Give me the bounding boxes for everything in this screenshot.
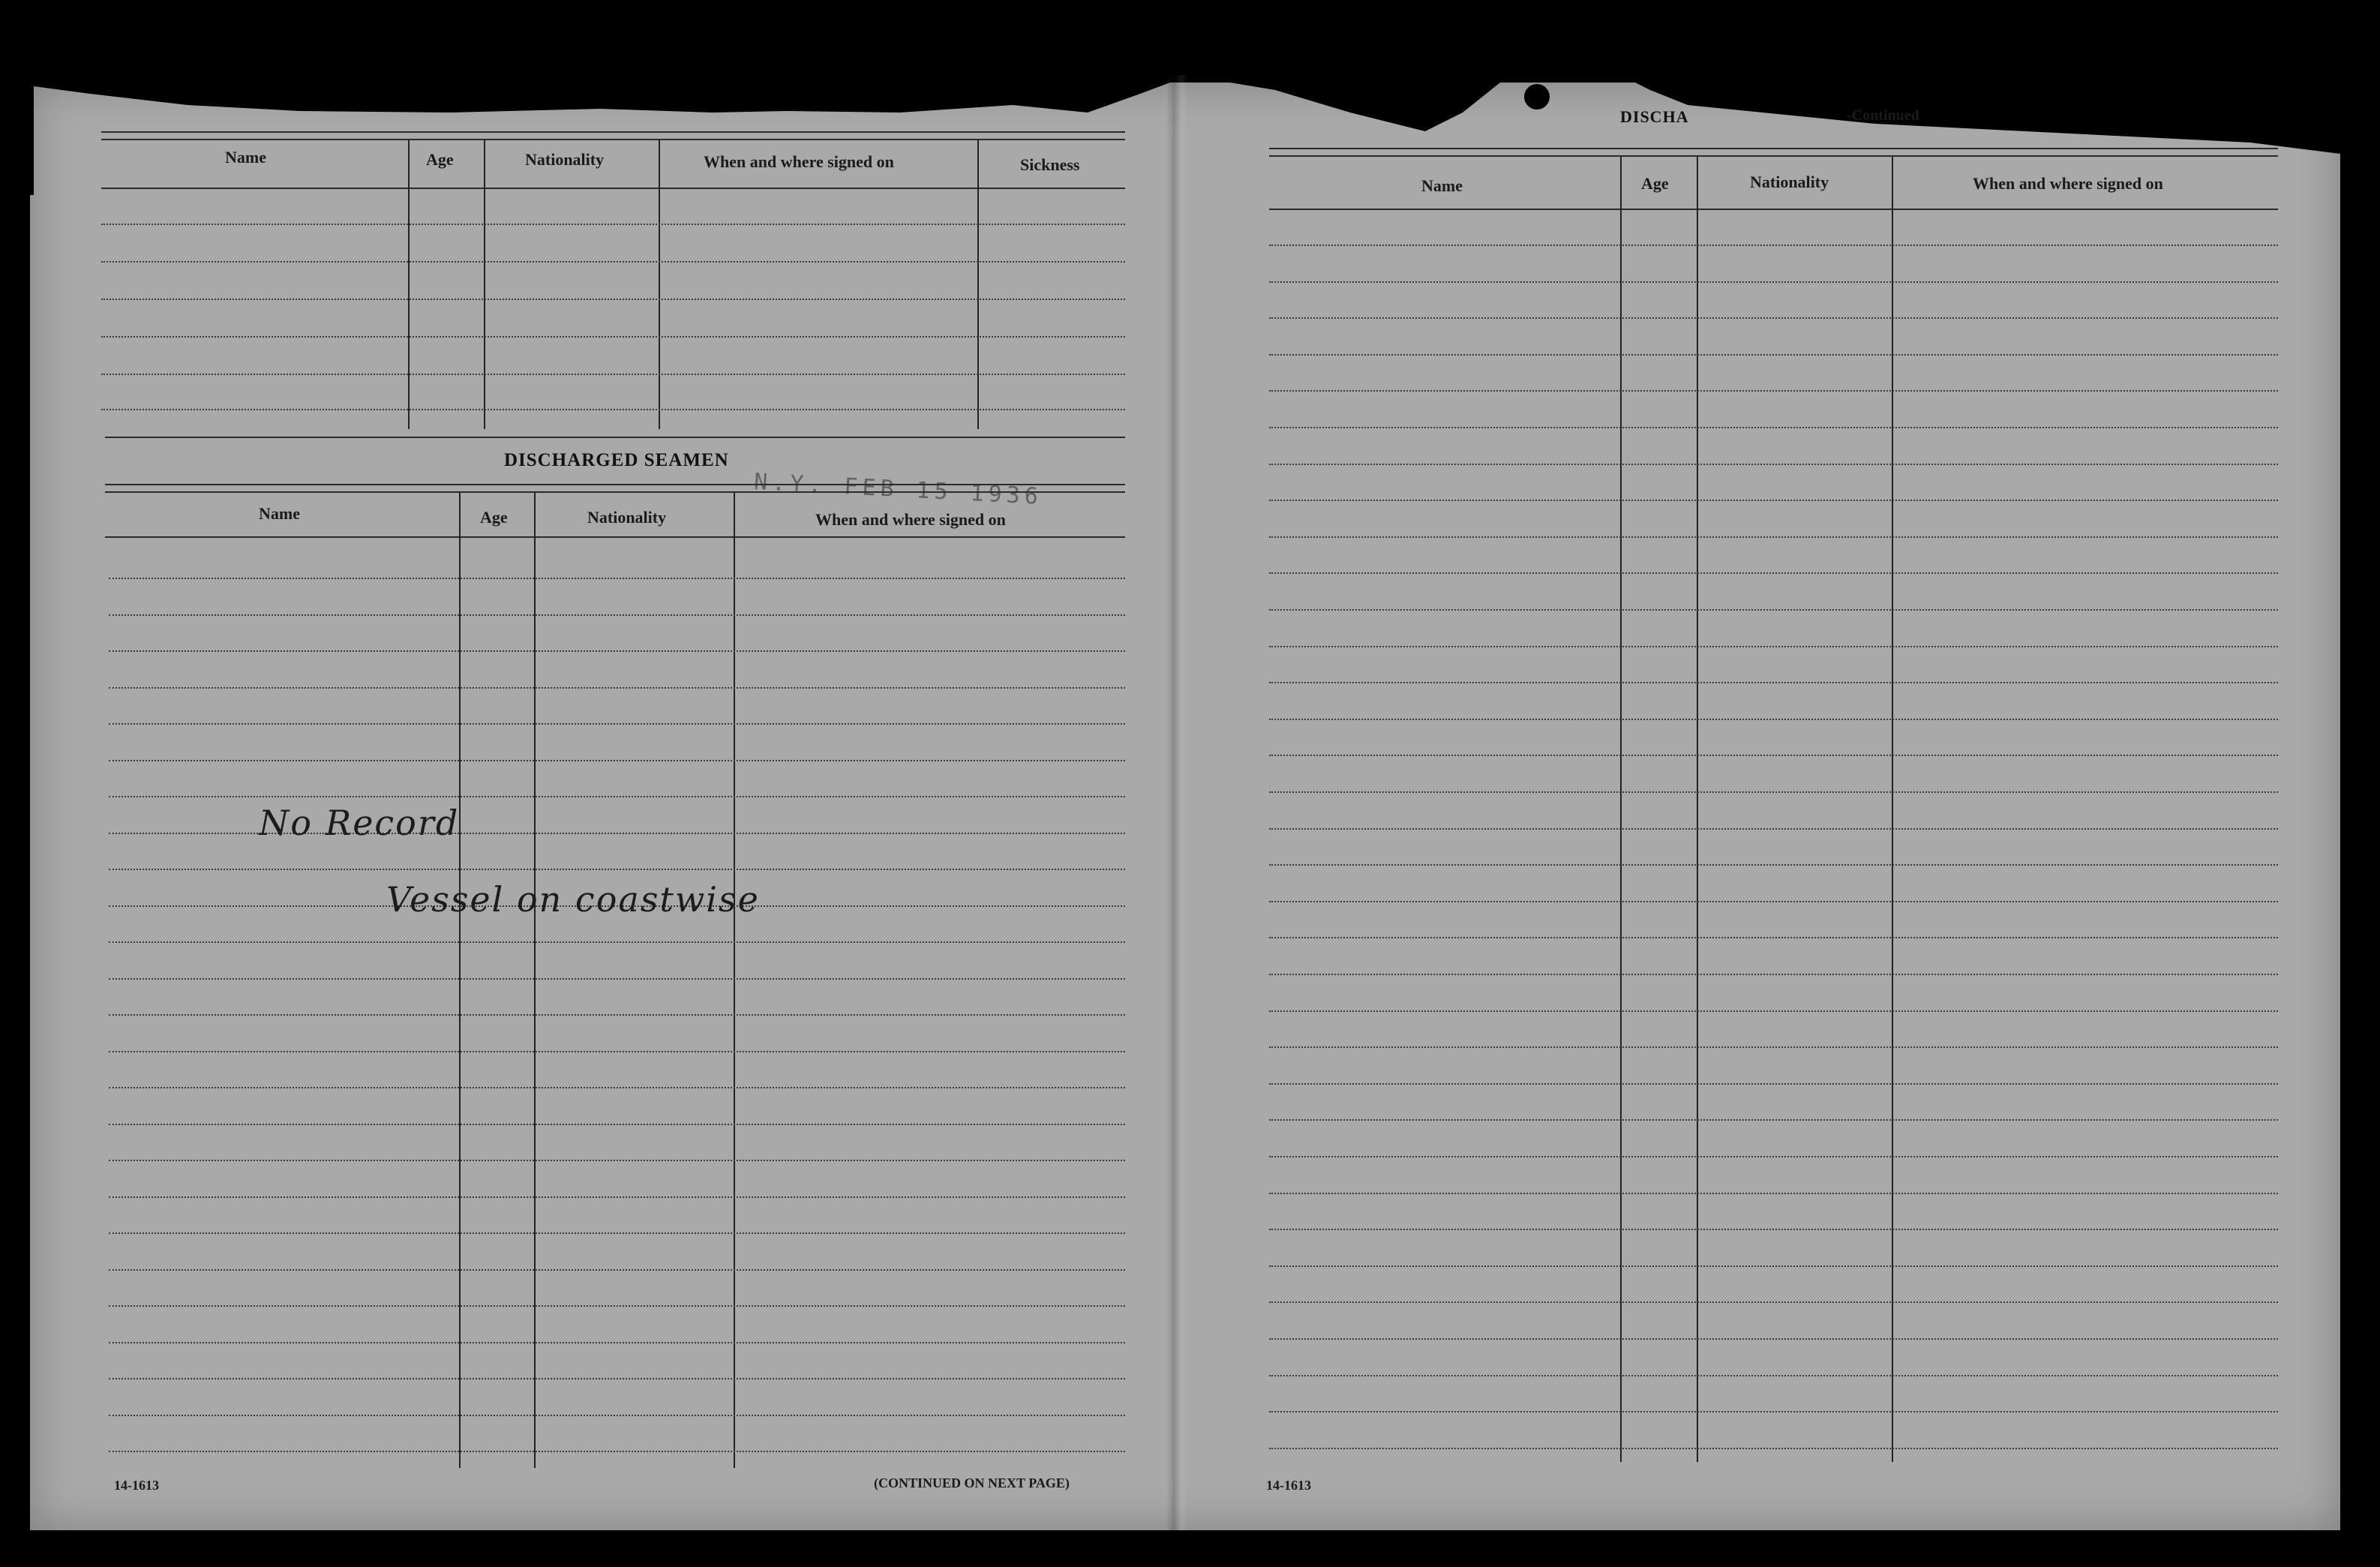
continued-note: (CONTINUED ON NEXT PAGE) (874, 1475, 1070, 1490)
entry-row (109, 796, 1125, 797)
entry-row (1269, 317, 2278, 319)
entry-row (109, 941, 1125, 943)
entry-row (109, 1415, 1125, 1416)
entry-row (1269, 500, 2278, 501)
col-header-signed-on: When and where signed on (704, 152, 894, 171)
col-header-nationality: Nationality (1750, 173, 1829, 191)
col-header-sickness: Sickness (1020, 155, 1080, 174)
entry-row (109, 723, 1125, 725)
entry-row (1269, 281, 2278, 283)
handwritten-note: Vessel on coastwise (386, 879, 760, 920)
entry-row (1269, 937, 2278, 938)
entry-row (109, 1124, 1125, 1125)
right-title-fragment: DISCHA (1620, 107, 1689, 126)
entry-row (109, 1305, 1125, 1307)
header-underline (105, 536, 1125, 538)
rule (101, 139, 1125, 140)
entry-row (109, 760, 1125, 761)
form-number: 14-1613 (114, 1478, 159, 1493)
entry-row (109, 650, 1125, 652)
entry-row (109, 1342, 1125, 1343)
entry-row (1269, 1010, 2278, 1012)
col-header-age: Age (426, 150, 454, 169)
entry-row (1269, 791, 2278, 793)
entry-row (1269, 719, 2278, 720)
entry-row (101, 374, 1125, 375)
entry-row (1269, 1119, 2278, 1121)
entry-row (1269, 245, 2278, 246)
entry-row (109, 869, 1125, 870)
rule (1269, 148, 2278, 149)
entry-row (101, 409, 1125, 410)
entry-row (1269, 464, 2278, 465)
col-divider (659, 140, 660, 429)
rule (105, 491, 1125, 493)
rule (1269, 155, 2278, 157)
entry-row (1269, 1375, 2278, 1376)
col-header-signed-on: When and where signed on (815, 510, 1006, 529)
entry-row (109, 1451, 1125, 1452)
entry-row (1269, 646, 2278, 647)
entry-row (1269, 572, 2278, 574)
entry-row (1269, 755, 2278, 756)
col-header-age: Age (1641, 174, 1669, 193)
entry-row (1269, 609, 2278, 611)
rule (105, 437, 1125, 438)
entry-row (1269, 354, 2278, 356)
entry-row (1269, 1193, 2278, 1194)
torn-top-edge (0, 0, 2380, 195)
entry-row (109, 614, 1125, 616)
entry-row (109, 1051, 1125, 1052)
entry-row (109, 1378, 1125, 1379)
entry-row (101, 224, 1125, 225)
entry-row (1269, 974, 2278, 975)
entry-row (1269, 1411, 2278, 1412)
col-header-name: Name (1421, 176, 1463, 195)
entry-row (1269, 1265, 2278, 1267)
right-title-continued: -Continued (1847, 107, 1919, 124)
entry-row (109, 687, 1125, 689)
entry-row (1269, 1448, 2278, 1449)
entry-row (109, 1269, 1125, 1271)
col-header-name: Name (259, 504, 300, 523)
punch-hole (1524, 84, 1550, 110)
handwritten-note: No Record (259, 803, 460, 843)
entry-row (109, 578, 1125, 579)
date-stamp: N.Y. FEB 15 1936 (753, 468, 1043, 511)
entry-row (1269, 1301, 2278, 1303)
entry-row (1269, 1338, 2278, 1340)
entry-row (1269, 390, 2278, 392)
rule (101, 131, 1125, 133)
col-header-age: Age (480, 508, 508, 527)
col-divider (408, 140, 410, 429)
col-header-nationality: Nationality (525, 150, 605, 169)
punch-hole (1635, 45, 1661, 71)
entry-row (1269, 1229, 2278, 1230)
entry-row (109, 1232, 1125, 1234)
entry-row (1269, 536, 2278, 538)
col-divider (734, 493, 735, 1468)
entry-row (101, 299, 1125, 300)
entry-row (109, 1014, 1125, 1016)
col-header-name: Name (225, 148, 266, 167)
entry-row (1269, 1046, 2278, 1048)
col-divider (484, 140, 485, 429)
entry-row (101, 336, 1125, 338)
page-fold (1166, 75, 1189, 1530)
entry-row (109, 1196, 1125, 1198)
entry-row (101, 261, 1125, 263)
header-underline (1269, 209, 2278, 210)
col-divider (977, 140, 979, 429)
col-divider (459, 493, 461, 1468)
entry-row (109, 1160, 1125, 1161)
entry-row (1269, 901, 2278, 902)
entry-row (1269, 1156, 2278, 1157)
entry-row (109, 1087, 1125, 1088)
entry-row (1269, 427, 2278, 428)
form-number: 14-1613 (1266, 1478, 1311, 1493)
col-divider (534, 493, 536, 1468)
col-header-nationality: Nationality (587, 508, 667, 527)
col-header-signed-on: When and where signed on (1973, 174, 2163, 193)
rule (105, 484, 1125, 485)
discharged-seamen-title: DISCHARGED SEAMEN (504, 450, 729, 470)
entry-row (1269, 864, 2278, 866)
entry-row (109, 978, 1125, 980)
header-underline (101, 188, 1125, 189)
entry-row (1269, 682, 2278, 683)
entry-row (1269, 828, 2278, 830)
entry-row (1269, 1083, 2278, 1085)
